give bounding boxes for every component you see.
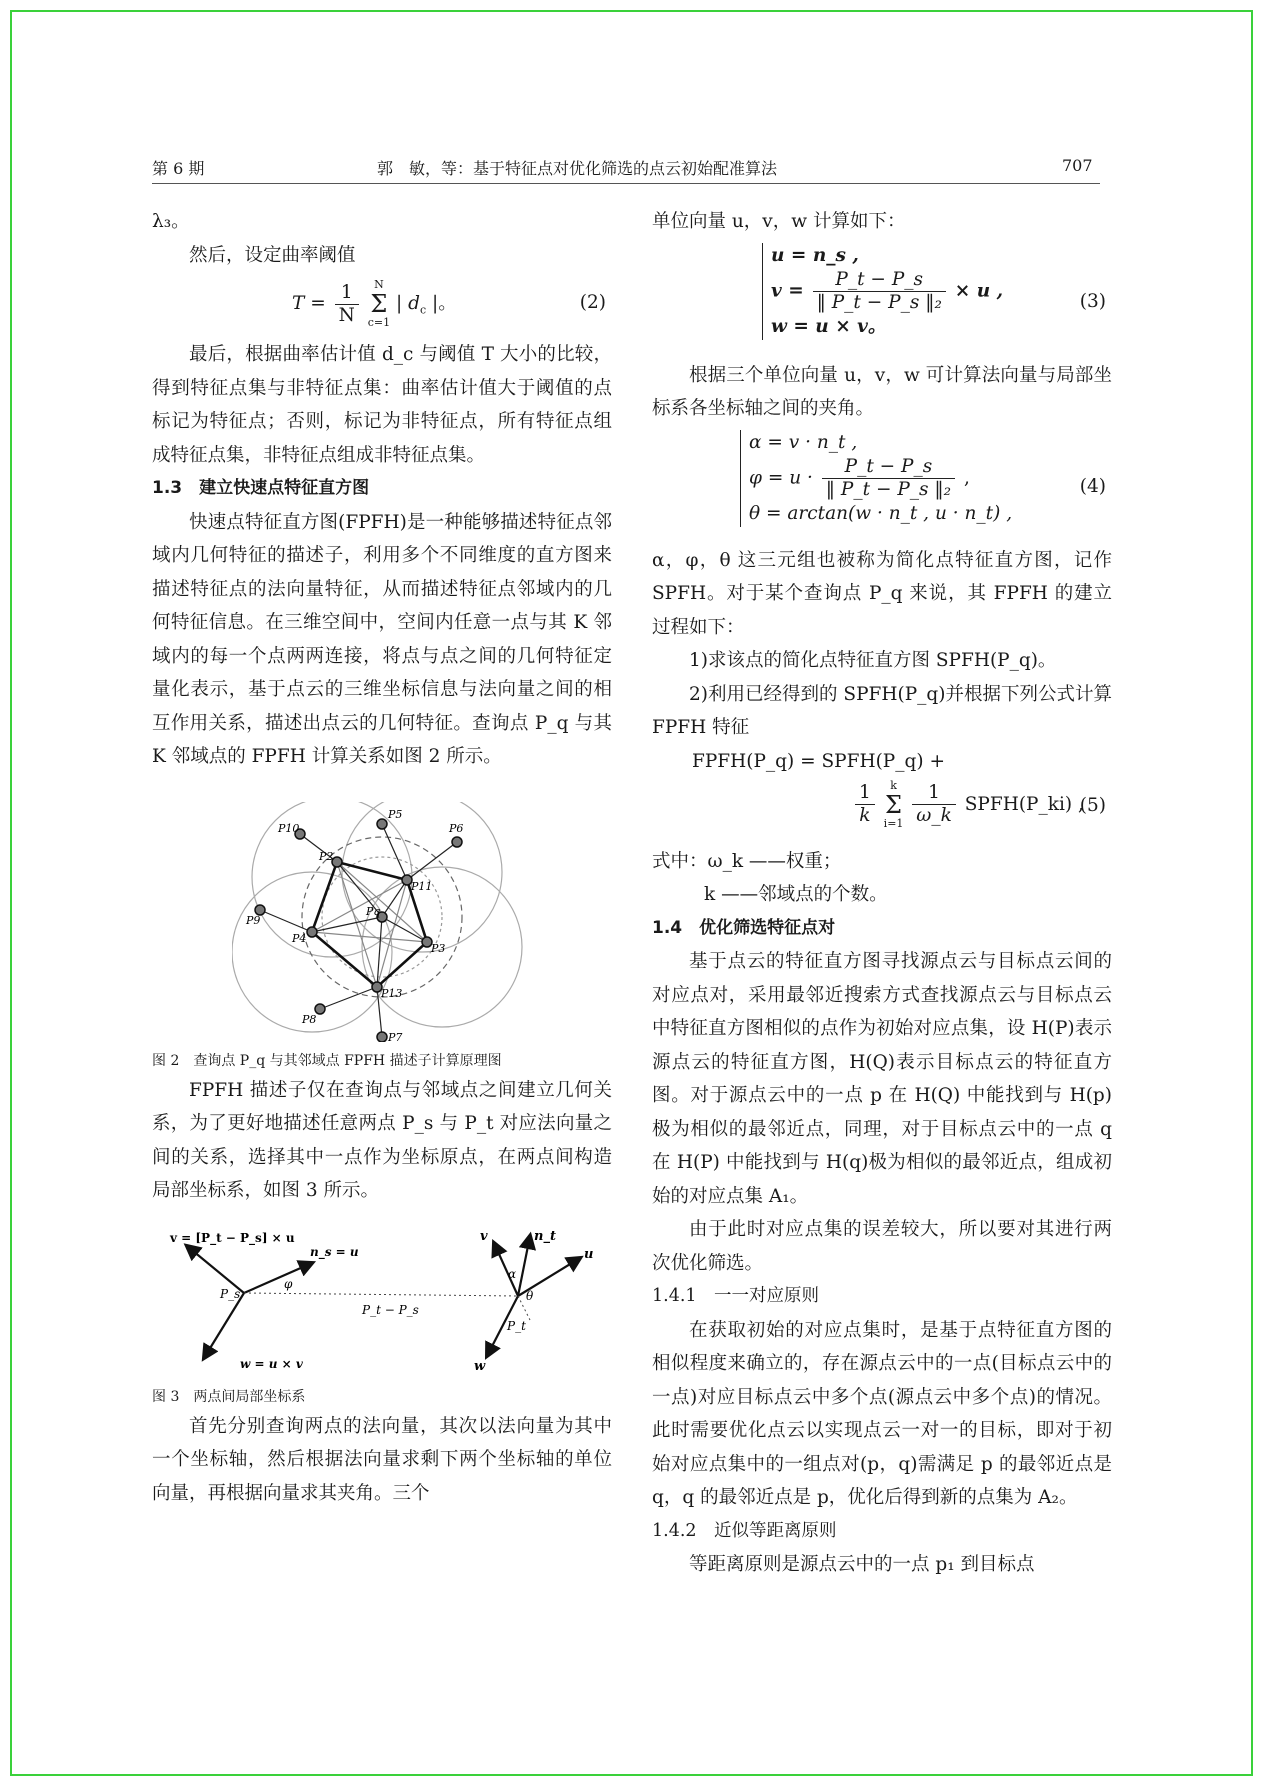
paragraph: 快速点特征直方图(FPFH)是一种能够描述特征点邻域内几何特征的描述子，利用多个不同维度的直方图来描述特征点的法向量特征，从而描述特征点邻域内的几何特征信息。在三维空间中，空间内任意一点与其 K 邻域内的每一个点两两连接，将点与点之间的几何特征定量化表示，基于点云的三维坐标信息与法向量之间的相互作用关系，描述出点云的几何特征。查询点 P_q 与其 K 邻域点的 FPFH 计算关系如图 2 所示。 bbox=[152, 511, 612, 767]
figure-caption: 图 2 查询点 P_q 与其邻域点 FPFH 描述子计算原理图 bbox=[152, 1052, 502, 1069]
svg-text:θ: θ bbox=[526, 1288, 534, 1303]
point-label: P7 bbox=[388, 1030, 403, 1042]
section-heading: 1.3 建立快速点特征直方图 bbox=[152, 478, 370, 498]
header-rule bbox=[152, 183, 1100, 184]
nt-axis-t bbox=[518, 1236, 530, 1296]
paragraph: 然后，设定曲率阈值 bbox=[189, 244, 356, 266]
equation-4: α = v · n_t , φ = u · $\frac{P\_t - P\_s}{\text{‖ P\_t − P\_s ‖₂}}$ , θ = arctan(w · n_t , u · n_t) , (4) bbox=[652, 426, 1112, 544]
section-heading: 1.4 优化筛选特征点对 bbox=[652, 917, 836, 938]
equation-2: T = $\frac{1}{N}$ N Σ c=1 | $d_c$ |。 (2) bbox=[292, 278, 606, 329]
svg-text:w: w bbox=[474, 1358, 486, 1374]
local-frame-diagram bbox=[162, 1228, 602, 1378]
point-label: P3 bbox=[431, 941, 446, 955]
point-label: P13 bbox=[381, 986, 403, 1000]
figure-3 bbox=[162, 1228, 602, 1378]
paragraph: 根据三个单位向量 u，v，w 可计算法向量与局部坐标系各坐标轴之间的夹角。 bbox=[652, 364, 1112, 419]
equation-number: (5) bbox=[1079, 794, 1106, 816]
point-label: P5 bbox=[388, 807, 403, 821]
paragraph: FPFH 描述子仅在查询点与邻域点之间建立几何关系，为了更好地描述任意两点 P_s 与 P_t 对应法向量之间的关系，选择其中一点作为坐标原点，在两点间构造局部坐标系，如图 3 所示。 bbox=[152, 1079, 612, 1201]
paragraph: 在获取初始的对应点集时，是基于点特征直方图的相似程度来确立的，存在源点云中的一点(目标点云中的一点)对应目标点云中多个点(源点云中多个点)的情况。此时需要优化点云以实现点云一对一的目标，即对于初始对应点集中的一组点对(p，q)需满足 p 的最邻近点是 q，q 的最邻近点是 p，优化后得到新的点集为 A₂。 bbox=[652, 1319, 1112, 1508]
figure-caption: 图 3 两点间局部坐标系 bbox=[152, 1388, 306, 1405]
svg-text:n_s = u: n_s = u bbox=[310, 1244, 359, 1259]
point-label: P8 bbox=[302, 1012, 317, 1026]
point-node bbox=[315, 1004, 325, 1014]
paragraph: 最后，根据曲率估计值 d_c 与阈值 T 大小的比较，得到特征点集与非特征点集：曲率估计值大于阈值的点标记为特征点；否则，标记为非特征点，所有特征点组成特征点集，非特征点组成非特征点集。 bbox=[152, 344, 612, 466]
w-axis-s bbox=[204, 1293, 244, 1358]
header-page-number: 707 bbox=[1062, 156, 1093, 175]
pt-ps-line bbox=[244, 1293, 518, 1296]
left-column bbox=[152, 205, 612, 1510]
paragraph: λ₃。 bbox=[152, 211, 190, 232]
paragraph: α，φ，θ 这三元组也被称为简化点特征直方图，记作 SPFH。对于某个查询点 P_q 来说，其 FPFH 的建立过程如下： bbox=[652, 549, 1112, 638]
point-node bbox=[377, 819, 387, 829]
point-node bbox=[377, 1032, 387, 1042]
svg-text:P_t − P_s: P_t − P_s bbox=[362, 1302, 419, 1317]
svg-text:w = u × v: w = u × v bbox=[240, 1356, 303, 1371]
subsection-heading: 1.4.1 一一对应原则 bbox=[652, 1286, 820, 1306]
svg-text:P_t: P_t bbox=[507, 1318, 526, 1333]
paragraph: 2)利用已经得到的 SPFH(P_q)并根据下列公式计算 FPFH 特征 bbox=[652, 683, 1112, 738]
equation-5: FPFH(P_q) = SPFH(P_q) + $\frac{1}{k}$ k Σ i=1 $\frac{1}{\omega\_k}$ SPFH(P_ki) , (5) bbox=[692, 750, 1106, 830]
subsection-heading: 1.4.2 近似等距离原则 bbox=[652, 1520, 837, 1541]
point-label: P10 bbox=[278, 821, 300, 835]
figure-2 bbox=[232, 802, 532, 1042]
svg-text:φ: φ bbox=[284, 1276, 293, 1291]
svg-text:u: u bbox=[584, 1246, 594, 1262]
equation-number: (4) bbox=[1079, 475, 1106, 497]
point-label: P2 bbox=[319, 849, 334, 863]
equation-number: (2) bbox=[579, 292, 606, 313]
point-node bbox=[307, 927, 317, 937]
paragraph: 由于此时对应点集的误差较大，所以要对其进行两次优化筛选。 bbox=[652, 1219, 1112, 1274]
point-node bbox=[332, 857, 342, 867]
svg-text:α: α bbox=[508, 1266, 517, 1281]
point-label: Pq bbox=[366, 904, 381, 918]
right-column bbox=[652, 205, 1112, 1582]
point-label: P11 bbox=[411, 879, 433, 893]
neighborhood-circle bbox=[232, 872, 392, 1032]
header-title: 郭 敏，等：基于特征点对优化筛选的点云初始配准算法 bbox=[377, 159, 778, 178]
fpfh-diagram bbox=[232, 802, 532, 1042]
equation-number: (3) bbox=[1079, 290, 1106, 312]
paragraph: 等距离原则是源点云中的一点 p₁ 到目标点 bbox=[689, 1554, 1035, 1575]
point-label: P6 bbox=[449, 821, 464, 835]
svg-text:v = [P_t − P_s] × u: v = [P_t − P_s] × u bbox=[170, 1230, 295, 1245]
paragraph: 式中：ω_k ——权重； bbox=[652, 850, 842, 872]
paragraph: k ——邻域点的个数。 bbox=[704, 884, 888, 905]
point-node bbox=[452, 837, 462, 847]
point-label: P4 bbox=[292, 931, 307, 945]
header-issue: 第 6 期 bbox=[152, 159, 205, 178]
equation-3: u = n_s , v = $\frac{P\_t - P\_s}{\text{‖ P\_t − P\_s ‖₂}}$ × u , w = u × v。 (3) bbox=[652, 239, 1112, 359]
svg-text:P_s: P_s bbox=[220, 1286, 241, 1301]
paragraph: 首先分别查询两点的法向量，其次以法向量为其中一个坐标轴，然后根据法向量求剩下两个坐标轴的单位向量，再根据向量求其夹角。三个 bbox=[152, 1415, 612, 1504]
paragraph: 基于点云的特征直方图寻找源点云与目标点云间的对应点对，采用最邻近搜索方式查找源点云与目标点云中特征直方图相似的点作为初始对应点集，设 H(P)表示源点云的特征直方图，H(Q)表示目标点云的特征直方图。对于源点云中的一点 p 在 H(Q) 中能找到与 H(p) 极为相似的最邻近点，同理，对于目标点云中的一点 q 在 H(P) 中能找到与 H(q)极为相似的最邻近点，组成初始的对应点集 A₁。 bbox=[652, 951, 1112, 1207]
point-label: P9 bbox=[246, 913, 261, 927]
svg-text:n_t: n_t bbox=[534, 1228, 556, 1244]
paragraph: 1)求该点的简化点特征直方图 SPFH(P_q)。 bbox=[689, 650, 1057, 671]
svg-text:v: v bbox=[480, 1228, 488, 1244]
paragraph: 单位向量 u，v，w 计算如下： bbox=[652, 211, 906, 232]
u-axis-s bbox=[244, 1263, 312, 1293]
v-axis-s bbox=[187, 1246, 244, 1293]
